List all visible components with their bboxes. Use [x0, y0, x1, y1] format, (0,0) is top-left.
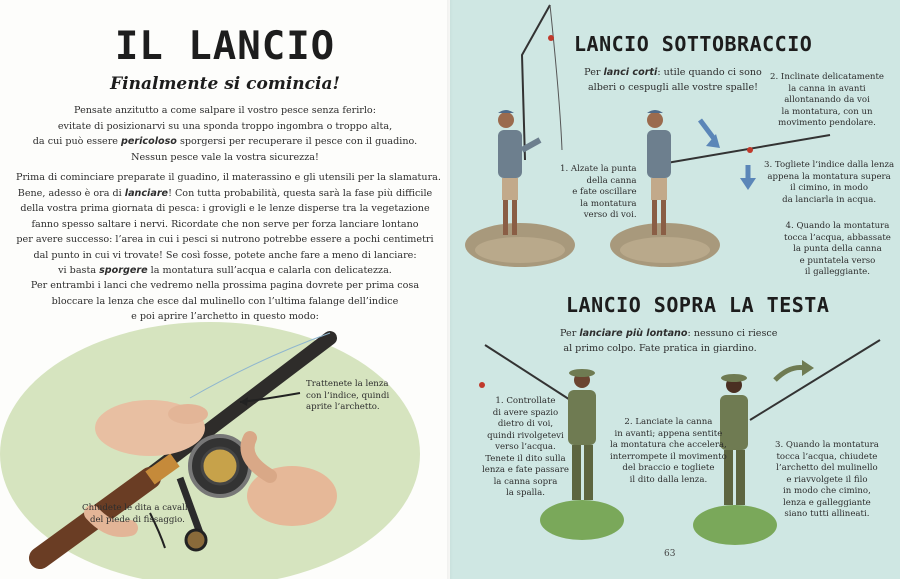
step-3-underarm: 3. Togliete l’indice dalla lenza appena la montatura supera il cimino, in modo da lanciarla in acqua. — [764, 160, 895, 205]
text-line: Per entrambi i lanci che vedremo nella prossima pagina dovrete per prima cosa — [30, 280, 420, 291]
step-3-overhead: 3. Quando la montatura tocca l’acqua, chiudete l’archetto del mulinello e riavvolgete il filo in modo che cimino, lenza e galleggiante siano tutti allineati. — [775, 440, 879, 519]
preparation-paragraph — [16, 170, 441, 279]
text-line: da cui può essere pericoloso sporgersi per recuperare il pesce con il guadino. — [32, 136, 418, 147]
caption-fingers: Chiudete le dita a cavallo del piede di fissaggio. — [82, 503, 193, 525]
reel-hand-illustration — [0, 318, 450, 579]
step-2-underarm: 2. Inclinate delicatamente la canna in avanti allontanando da voi la montatura, con un movimento pendolare. — [770, 72, 885, 128]
text-line: per avere successo: l’area in cui i pesci si nutrono potrebbe essere a pochi centimetri — [16, 234, 434, 245]
highlight-word: sporgere — [99, 265, 148, 276]
highlight-word: lanciare più lontano — [579, 328, 688, 339]
page-number: 63 — [664, 549, 676, 559]
section-title-overhead-cast: LANCIO SOPRA LA TESTA — [566, 293, 830, 317]
highlight-word: lanciare — [124, 187, 169, 199]
text-line: Pensate anzitutto a come salpare il vostro pesce senza ferirlo: — [74, 105, 376, 116]
step-4-underarm: 4. Quando la montatura tocca l’acqua, abbassate la punta della canna e puntatela verso il galleggiante. — [784, 221, 891, 277]
section-title-underarm-cast: LANCIO SOTTOBRACCIO — [574, 32, 813, 56]
step-1-overhead: 1. Controllate di avere spazio dietro di voi, quindi rivolgetevi verso l’acqua. Tenete il dito sulla lenza e fate passare la canna sopra la spalla. — [482, 396, 569, 498]
page-title: IL LANCIO — [114, 24, 336, 69]
page-subtitle: Finalmente si comincia! — [110, 74, 340, 94]
caption-hold-line: Trattenete la lenza con l’indice, quindi aprite l’archetto. — [306, 379, 390, 412]
highlight-word: lanci corti — [603, 67, 658, 78]
step-1-underarm: 1. Alzate la punta della canna e fate oscillare la montatura verso di voi. — [560, 164, 637, 220]
text-line: dal punto in cui vi trovate! Se così fosse, potete anche fare a meno di lanciare: — [33, 249, 417, 261]
step-2-overhead: 2. Lanciate la canna in avanti; appena sentite la montatura che accelera, interrompete il movimento del braccio e togliete il dito dalla lenza. — [610, 417, 727, 485]
intro-paragraph — [20, 103, 430, 165]
text-line: evitate di posizionarvi su una sponda troppo ingombra o troppo alta, — [57, 120, 393, 132]
text-line: fanno spesso saltare i nervi. Ricordate che non serve per forza lanciare lontano — [31, 218, 419, 230]
highlight-word: pericoloso — [121, 136, 177, 147]
section-intro-overhead: Per lanciare più lontano: nessuno ci riesce al primo colpo. Fate pratica in giardino. — [560, 328, 778, 354]
text-line: bloccare la lenza che esce dal mulinello con l’ultima falange dell’indice — [51, 295, 399, 307]
text-line: vi basta sporgere la montatura sull’acqua e calarla con delicatezza. — [58, 265, 392, 276]
text-line: Prima di cominciare preparate il guadino, il materassino e gli utensili per la slamatura. — [16, 172, 441, 183]
section-intro-underarm: Per lanci corti: utile quando ci sono alberi o cespugli alle vostre spalle! — [584, 67, 762, 93]
text-line: Nessun pesce vale la vostra sicurezza! — [131, 151, 319, 163]
text-line: Bene, adesso è ora di lanciare! Con tutta probabilità, questa sarà la fase più difficile — [17, 187, 433, 199]
text-line: e poi aprire l’archetto in questo modo: — [131, 311, 319, 322]
text-line: della vostra prima giornata di pesca: i grovigli e le lenze disperse tra la vegetazione — [20, 203, 430, 214]
